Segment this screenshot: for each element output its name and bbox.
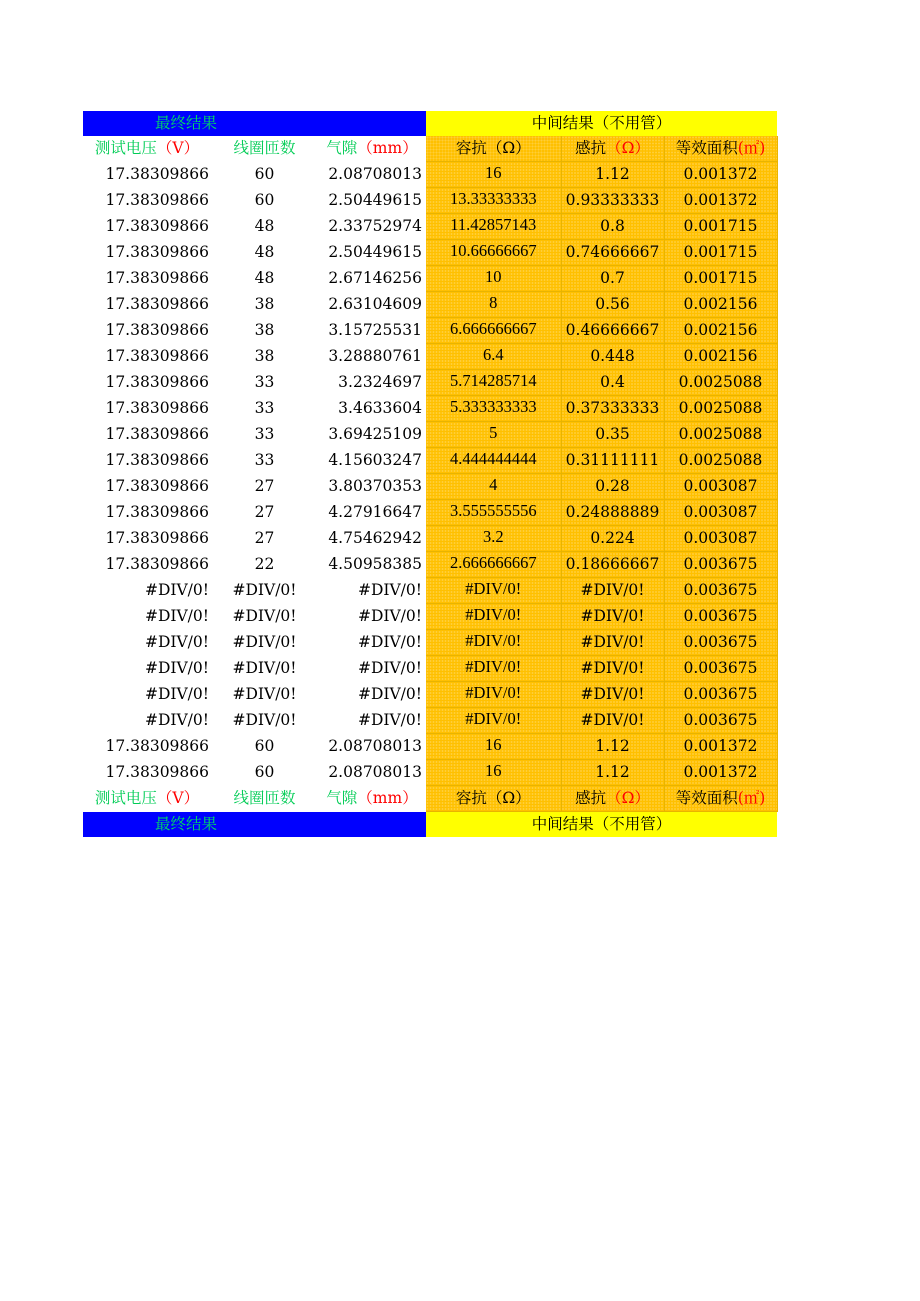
table-row: [83, 656, 777, 682]
cell-inductive-reactance[interactable]: 0.4: [561, 370, 664, 396]
table-row: [83, 318, 777, 344]
header-equiv-area[interactable]: [664, 136, 777, 162]
header-equiv-area-unit: (㎡): [737, 139, 766, 157]
cell-test-voltage[interactable]: 17.38309866: [105, 165, 209, 183]
table-row: [83, 526, 777, 552]
table-row: [83, 682, 777, 708]
cell-equiv-area[interactable]: 0.0025088: [664, 422, 777, 448]
cell-equiv-area[interactable]: 0.003675: [664, 682, 777, 708]
cell-coil-turns[interactable]: 22: [254, 555, 275, 573]
bottom-header-coil-turns[interactable]: [211, 786, 318, 812]
bottom-header-equiv-area-unit: (㎡): [737, 789, 766, 807]
cell-air-gap[interactable]: 3.2324697: [338, 373, 422, 391]
cell-coil-turns[interactable]: 33: [254, 373, 275, 391]
cell-equiv-area[interactable]: 0.0025088: [664, 448, 777, 474]
cell-inductive-reactance[interactable]: 0.18666667: [561, 552, 664, 578]
bottom-header-row: [83, 786, 777, 812]
bottom-header-equiv-area-label: 等效面积: [675, 789, 738, 807]
cell-test-voltage[interactable]: #DIV/0!: [144, 711, 209, 729]
table-row: [83, 630, 777, 656]
cell-coil-turns[interactable]: 27: [254, 503, 275, 521]
cell-air-gap[interactable]: #DIV/0!: [357, 581, 422, 599]
cell-equiv-area[interactable]: 0.001372: [664, 734, 777, 760]
cell-capacitive-reactance[interactable]: 4.444444444: [426, 448, 561, 474]
table-row: [83, 578, 777, 604]
cell-capacitive-reactance[interactable]: 6.4: [426, 344, 561, 370]
header-inductive-reactance-label: 感抗: [575, 139, 607, 157]
bottom-header-inductive-reactance-unit: （Ω）: [606, 789, 650, 807]
table-row: [83, 266, 777, 292]
cell-capacitive-reactance[interactable]: 2.666666667: [426, 552, 561, 578]
cell-air-gap[interactable]: 2.67146256: [328, 269, 422, 287]
cell-air-gap[interactable]: #DIV/0!: [357, 659, 422, 677]
cell-test-voltage[interactable]: 17.38309866: [105, 321, 209, 339]
cell-equiv-area[interactable]: 0.001715: [664, 240, 777, 266]
cell-inductive-reactance[interactable]: 0.93333333: [561, 188, 664, 214]
bottom-header-test-voltage[interactable]: [83, 786, 211, 812]
table-row: [83, 344, 777, 370]
cell-inductive-reactance[interactable]: 1.12: [561, 162, 664, 188]
cell-test-voltage[interactable]: 17.38309866: [105, 191, 209, 209]
cell-coil-turns[interactable]: 60: [254, 191, 275, 209]
header-equiv-area-label: 等效面积: [675, 139, 738, 157]
header-coil-turns-label: 线圈匝数: [233, 139, 296, 158]
header-air-gap-label: 气隙: [326, 139, 358, 158]
cell-equiv-area[interactable]: 0.001372: [664, 162, 777, 188]
cell-air-gap[interactable]: 3.15725531: [328, 321, 422, 339]
cell-test-voltage[interactable]: 17.38309866: [105, 503, 209, 521]
cell-inductive-reactance[interactable]: #DIV/0!: [561, 656, 664, 682]
cell-inductive-reactance[interactable]: #DIV/0!: [561, 682, 664, 708]
cell-inductive-reactance[interactable]: #DIV/0!: [561, 604, 664, 630]
cell-coil-turns[interactable]: #DIV/0!: [232, 633, 297, 651]
cell-air-gap[interactable]: 4.27916647: [328, 503, 422, 521]
cell-capacitive-reactance[interactable]: 5.714285714: [426, 370, 561, 396]
cell-capacitive-reactance[interactable]: 5.333333333: [426, 396, 561, 422]
cell-air-gap[interactable]: 2.63104609: [328, 295, 422, 313]
cell-coil-turns[interactable]: #DIV/0!: [232, 711, 297, 729]
cell-inductive-reactance[interactable]: 0.56: [561, 292, 664, 318]
cell-coil-turns[interactable]: 60: [254, 165, 275, 183]
cell-equiv-area[interactable]: 0.003675: [664, 578, 777, 604]
cell-equiv-area[interactable]: 0.001372: [664, 760, 777, 786]
cell-equiv-area[interactable]: 0.0025088: [664, 396, 777, 422]
bottom-header-capacitive-reactance[interactable]: [426, 786, 561, 812]
cell-capacitive-reactance[interactable]: 3.2: [426, 526, 561, 552]
table-row: [83, 604, 777, 630]
cell-coil-turns[interactable]: 60: [254, 763, 275, 781]
cell-air-gap[interactable]: 3.80370353: [328, 477, 422, 495]
cell-inductive-reactance[interactable]: 0.8: [561, 214, 664, 240]
cell-capacitive-reactance[interactable]: #DIV/0!: [426, 656, 561, 682]
cell-test-voltage[interactable]: 17.38309866: [105, 737, 209, 755]
cell-air-gap[interactable]: 3.69425109: [328, 425, 422, 443]
final-result-band[interactable]: [83, 111, 426, 136]
cell-air-gap[interactable]: 2.08708013: [328, 737, 422, 755]
top-band-row: [83, 111, 777, 136]
table-row: [83, 422, 777, 448]
cell-air-gap[interactable]: 2.50449615: [328, 243, 422, 261]
header-capacitive-reactance-label: 容抗（Ω）: [455, 139, 531, 157]
bottom-header-equiv-area[interactable]: [664, 786, 777, 812]
cell-coil-turns[interactable]: 38: [254, 347, 275, 365]
bottom-header-air-gap[interactable]: [318, 786, 426, 812]
cell-equiv-area[interactable]: 0.003087: [664, 500, 777, 526]
cell-air-gap[interactable]: 4.50958385: [328, 555, 422, 573]
cell-air-gap[interactable]: 3.28880761: [328, 347, 422, 365]
cell-air-gap[interactable]: #DIV/0!: [357, 607, 422, 625]
cell-coil-turns[interactable]: #DIV/0!: [232, 607, 297, 625]
cell-capacitive-reactance[interactable]: 4: [426, 474, 561, 500]
bottom-header-inductive-reactance-label: 感抗: [575, 789, 607, 807]
cell-capacitive-reactance[interactable]: 8: [426, 292, 561, 318]
spreadsheet-table: [83, 111, 778, 837]
cell-capacitive-reactance[interactable]: #DIV/0!: [426, 630, 561, 656]
cell-equiv-area[interactable]: 0.001715: [664, 214, 777, 240]
table-row: [83, 552, 777, 578]
bottom-header-test-voltage-unit: （V）: [156, 789, 200, 807]
bottom-final-result-band[interactable]: [83, 812, 426, 838]
cell-capacitive-reactance[interactable]: 10: [426, 266, 561, 292]
cell-test-voltage[interactable]: 17.38309866: [105, 295, 209, 313]
cell-inductive-reactance[interactable]: 0.74666667: [561, 240, 664, 266]
cell-capacitive-reactance[interactable]: 16: [426, 162, 561, 188]
table-row: [83, 370, 777, 396]
cell-capacitive-reactance[interactable]: 16: [426, 760, 561, 786]
spreadsheet-body: [83, 111, 777, 837]
cell-air-gap[interactable]: #DIV/0!: [357, 711, 422, 729]
cell-equiv-area[interactable]: 0.003675: [664, 630, 777, 656]
header-test-voltage[interactable]: [83, 136, 211, 162]
cell-air-gap[interactable]: 3.4633604: [338, 399, 422, 417]
bottom-header-air-gap-label: 气隙: [326, 789, 358, 807]
cell-air-gap[interactable]: 2.08708013: [328, 763, 422, 781]
cell-equiv-area[interactable]: 0.003675: [664, 552, 777, 578]
cell-inductive-reactance[interactable]: 0.224: [561, 526, 664, 552]
cell-test-voltage[interactable]: 17.38309866: [105, 217, 209, 235]
cell-test-voltage[interactable]: 17.38309866: [105, 477, 209, 495]
cell-air-gap[interactable]: #DIV/0!: [357, 633, 422, 651]
cell-capacitive-reactance[interactable]: 6.666666667: [426, 318, 561, 344]
cell-coil-turns[interactable]: #DIV/0!: [232, 581, 297, 599]
cell-equiv-area[interactable]: 0.002156: [664, 292, 777, 318]
bottom-intermediate-result-band[interactable]: [426, 812, 777, 838]
intermediate-result-band[interactable]: [426, 111, 777, 136]
cell-coil-turns[interactable]: 48: [254, 217, 275, 235]
table-row: [83, 448, 777, 474]
header-capacitive-reactance[interactable]: [426, 136, 561, 162]
cell-capacitive-reactance[interactable]: 11.42857143: [426, 214, 561, 240]
cell-inductive-reactance[interactable]: 0.46666667: [561, 318, 664, 344]
cell-capacitive-reactance[interactable]: #DIV/0!: [426, 578, 561, 604]
cell-coil-turns[interactable]: #DIV/0!: [232, 659, 297, 677]
cell-inductive-reactance[interactable]: #DIV/0!: [561, 708, 664, 734]
header-test-voltage-unit: （V）: [156, 139, 200, 158]
table-row: [83, 240, 777, 266]
header-air-gap-unit: （mm）: [357, 139, 418, 158]
cell-coil-turns[interactable]: 33: [254, 399, 275, 417]
bottom-header-capacitive-reactance-label: 容抗（Ω）: [455, 789, 531, 807]
cell-equiv-area[interactable]: 0.003087: [664, 474, 777, 500]
cell-capacitive-reactance[interactable]: 16: [426, 734, 561, 760]
cell-capacitive-reactance[interactable]: #DIV/0!: [426, 708, 561, 734]
cell-inductive-reactance[interactable]: 1.12: [561, 734, 664, 760]
table-row: [83, 734, 777, 760]
cell-test-voltage[interactable]: 17.38309866: [105, 451, 209, 469]
table-row: [83, 188, 777, 214]
bottom-final-result-label: 最终结果: [155, 814, 218, 833]
table-row: [83, 214, 777, 240]
cell-test-voltage[interactable]: #DIV/0!: [144, 659, 209, 677]
cell-equiv-area[interactable]: 0.002156: [664, 344, 777, 370]
cell-coil-turns[interactable]: 60: [254, 737, 275, 755]
table-row: [83, 292, 777, 318]
cell-equiv-area[interactable]: 0.001715: [664, 266, 777, 292]
cell-test-voltage[interactable]: #DIV/0!: [144, 581, 209, 599]
cell-capacitive-reactance[interactable]: 13.33333333: [426, 188, 561, 214]
cell-air-gap[interactable]: 4.15603247: [328, 451, 422, 469]
table-row: [83, 500, 777, 526]
cell-inductive-reactance[interactable]: 0.31111111: [561, 448, 664, 474]
cell-test-voltage[interactable]: 17.38309866: [105, 373, 209, 391]
cell-coil-turns[interactable]: 33: [254, 451, 275, 469]
cell-air-gap[interactable]: 2.50449615: [328, 191, 422, 209]
header-row: [83, 136, 777, 162]
bottom-intermediate-result-label: 中间结果（不用管）: [531, 815, 672, 833]
cell-coil-turns[interactable]: 38: [254, 295, 275, 313]
intermediate-result-label: 中间结果（不用管）: [531, 114, 672, 132]
cell-coil-turns[interactable]: 27: [254, 529, 275, 547]
cell-equiv-area[interactable]: 0.003675: [664, 708, 777, 734]
cell-inductive-reactance[interactable]: #DIV/0!: [561, 578, 664, 604]
cell-inductive-reactance[interactable]: 0.35: [561, 422, 664, 448]
header-air-gap[interactable]: [318, 136, 426, 162]
cell-coil-turns[interactable]: 48: [254, 269, 275, 287]
cell-coil-turns[interactable]: #DIV/0!: [232, 685, 297, 703]
table-row: [83, 708, 777, 734]
cell-test-voltage[interactable]: 17.38309866: [105, 425, 209, 443]
table-row: [83, 162, 777, 188]
table-row: [83, 396, 777, 422]
cell-capacitive-reactance[interactable]: 10.66666667: [426, 240, 561, 266]
cell-air-gap[interactable]: 2.08708013: [328, 165, 422, 183]
cell-inductive-reactance[interactable]: 0.448: [561, 344, 664, 370]
cell-inductive-reactance[interactable]: #DIV/0!: [561, 630, 664, 656]
cell-equiv-area[interactable]: 0.001372: [664, 188, 777, 214]
final-result-label: 最终结果: [155, 114, 218, 132]
bottom-header-coil-turns-label: 线圈匝数: [233, 789, 296, 807]
cell-test-voltage[interactable]: 17.38309866: [105, 555, 209, 573]
bottom-header-test-voltage-label: 测试电压: [94, 789, 157, 807]
cell-capacitive-reactance[interactable]: #DIV/0!: [426, 682, 561, 708]
cell-equiv-area[interactable]: 0.003087: [664, 526, 777, 552]
cell-inductive-reactance[interactable]: 1.12: [561, 760, 664, 786]
cell-coil-turns[interactable]: 27: [254, 477, 275, 495]
cell-inductive-reactance[interactable]: 0.37333333: [561, 396, 664, 422]
cell-capacitive-reactance[interactable]: 3.555555556: [426, 500, 561, 526]
cell-inductive-reactance[interactable]: 0.24888889: [561, 500, 664, 526]
cell-equiv-area[interactable]: 0.002156: [664, 318, 777, 344]
header-inductive-reactance-unit: （Ω）: [606, 139, 650, 157]
header-test-voltage-label: 测试电压: [94, 139, 157, 158]
cell-coil-turns[interactable]: 48: [254, 243, 275, 261]
bottom-header-air-gap-unit: （mm）: [357, 789, 418, 807]
cell-test-voltage[interactable]: 17.38309866: [105, 529, 209, 547]
cell-equiv-area[interactable]: 0.003675: [664, 604, 777, 630]
table-row: [83, 474, 777, 500]
cell-equiv-area[interactable]: 0.0025088: [664, 370, 777, 396]
cell-test-voltage[interactable]: 17.38309866: [105, 399, 209, 417]
cell-air-gap[interactable]: 2.33752974: [328, 217, 422, 235]
cell-capacitive-reactance[interactable]: #DIV/0!: [426, 604, 561, 630]
table-row: [83, 760, 777, 786]
header-inductive-reactance[interactable]: [561, 136, 664, 162]
cell-test-voltage[interactable]: 17.38309866: [105, 243, 209, 261]
bottom-header-inductive-reactance[interactable]: [561, 786, 664, 812]
cell-test-voltage[interactable]: #DIV/0!: [144, 685, 209, 703]
cell-equiv-area[interactable]: 0.003675: [664, 656, 777, 682]
cell-coil-turns[interactable]: 38: [254, 321, 275, 339]
cell-test-voltage[interactable]: #DIV/0!: [144, 607, 209, 625]
cell-test-voltage[interactable]: 17.38309866: [105, 347, 209, 365]
cell-air-gap[interactable]: #DIV/0!: [357, 685, 422, 703]
header-coil-turns[interactable]: [211, 136, 318, 162]
cell-inductive-reactance[interactable]: 0.7: [561, 266, 664, 292]
cell-coil-turns[interactable]: 33: [254, 425, 275, 443]
cell-test-voltage[interactable]: #DIV/0!: [144, 633, 209, 651]
cell-inductive-reactance[interactable]: 0.28: [561, 474, 664, 500]
cell-test-voltage[interactable]: 17.38309866: [105, 269, 209, 287]
bottom-band-row: [83, 812, 777, 838]
cell-test-voltage[interactable]: 17.38309866: [105, 763, 209, 781]
cell-air-gap[interactable]: 4.75462942: [328, 529, 422, 547]
cell-capacitive-reactance[interactable]: 5: [426, 422, 561, 448]
